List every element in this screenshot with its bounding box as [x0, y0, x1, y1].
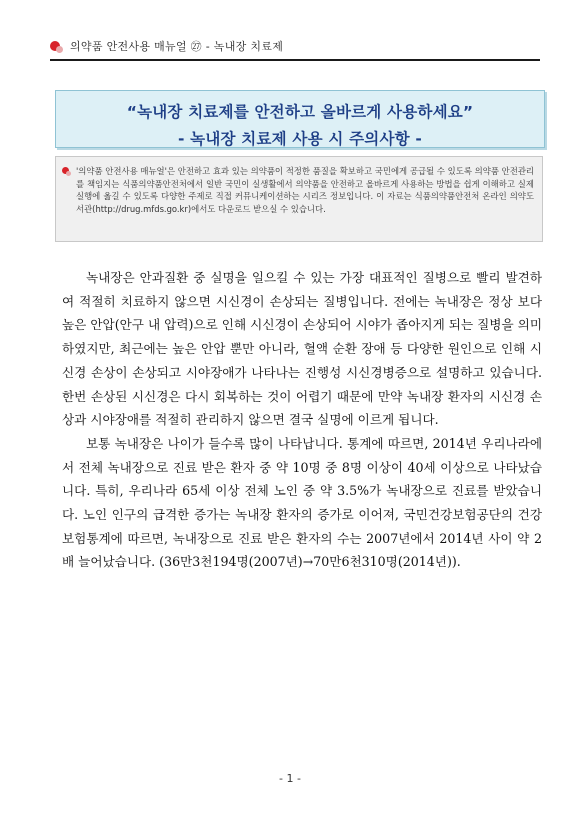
page-title: “녹내장 치료제를 안전하고 올바르게 사용하세요”: [126, 103, 474, 121]
header-divider: [50, 59, 540, 61]
document-header: [50, 38, 540, 54]
body-paragraph-1: 녹내장은 안과질환 중 실명을 일으킬 수 있는 가장 대표적인 질병으로 빨리 발견하여 적절히 치료하지 않으면 시신경이 손상되는 질병입니다. 전에는 녹내장은 정상 보다 높은 안압(안구 내 압력)으로 인해 시신경이 손상되어 시야가 좁아지게 되는 질병을 의미하였지만, 최근에는 높은 안압 뿐만 아니라, 혈액 순환 장애 등 다양한 원인으로 인해 시신경 손상이 손상되고 시야장애가 나타나는 진행성 시신경병증으로 설명하고 있습니다. 한번 손상된 시신경은 다시 회복하는 것이 어렵기 때문에 만약 녹내장 환자의 시신경 손상과 시야장애를 적절히 관리하지 않으면 결국 실명에 이르게 됩니다.: [62, 270, 542, 428]
body-content: [62, 266, 542, 574]
body-paragraph-2: 보통 녹내장은 나이가 들수록 많이 나타납니다. 통계에 따르면, 2014년 우리나라에서 전체 녹내장으로 진료 받은 환자 중 약 10명 중 8명 이상이 40세 이상으로 나타났습니다. 특히, 우리나라 65세 이상 전체 노인 중 약 3.5%가 녹내장으로 진료를 받았습니다. 노인 인구의 급격한 증가는 녹내장 환자의 증가로 이어져, 국민건강보험공단의 건강보험통계에 따르면, 녹내장으로 진료 받은 환자의 수는 2007년에서 2014년 사이 약 2배 늘어났습니다. (36만3천194명(2007년)→70만6천310명(2014년)).: [62, 435, 542, 570]
page-subtitle: - 녹내장 치료제 사용 시 주의사항 -: [177, 130, 423, 148]
notice-text: '의약품 안전사용 매뉴얼'은 안전하고 효과 있는 의약품이 적정한 품질을 확보하고 국민에게 공급될 수 있도록 의약품 안전관리를 책임지는 식품의약품안전처에서 일반 국민이 실생활에서 의약품을 안전하고 올바르게 사용하는 방법을 쉽게 이해하고 실제 실행에 옮길 수 있도록 다양한 주제로 직접 커뮤니케이션하는 시리즈 정보입니다. 이 자료는 식품의약품안전처 온라인 의약도서관(http://drug.mfds.go.kr)에서도 다운로드 받으실 수 있습니다.: [76, 166, 534, 214]
notice-bullet-icon: [62, 167, 72, 177]
notice-box: [55, 156, 543, 242]
page-number: - 1 -: [279, 772, 301, 785]
bullet-dots-icon: [50, 39, 64, 53]
header-title: 의약품 안전사용 매뉴얼 ㉗ - 녹내장 치료제: [70, 40, 284, 53]
title-box: [55, 90, 545, 148]
